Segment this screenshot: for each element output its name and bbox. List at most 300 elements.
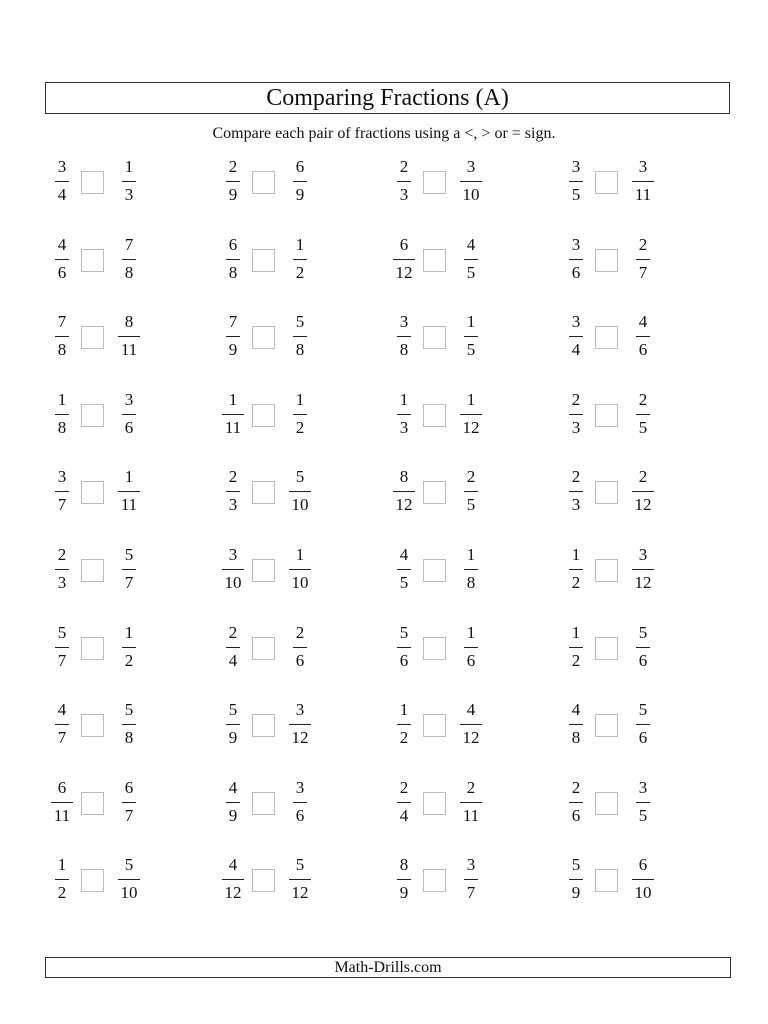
denominator: 6: [638, 728, 648, 748]
left-fraction: [42, 311, 82, 361]
fraction-bar: [293, 336, 307, 337]
denominator: 3: [399, 417, 409, 437]
numerator: 1: [399, 389, 409, 409]
fraction-bar: [55, 181, 69, 182]
fraction-bar: [51, 802, 73, 803]
answer-box[interactable]: [595, 714, 618, 737]
answer-box[interactable]: [423, 559, 446, 582]
numerator: 5: [638, 622, 648, 642]
answer-box[interactable]: [595, 326, 618, 349]
fraction-bar: [397, 802, 411, 803]
left-fraction: [42, 466, 82, 516]
numerator: 3: [57, 157, 67, 176]
fraction-bar: [636, 647, 650, 648]
footer-credit: Math-Drills.com: [45, 957, 731, 978]
comparison-problem: [213, 544, 363, 600]
numerator: 1: [295, 545, 305, 564]
fraction-bar: [55, 414, 69, 415]
comparison-problem: [42, 156, 192, 212]
worksheet-title: Comparing Fractions (A): [45, 82, 730, 114]
answer-box[interactable]: [81, 326, 104, 349]
fraction-bar: [122, 414, 136, 415]
denominator: 8: [399, 340, 409, 360]
numerator: 2: [466, 467, 476, 487]
left-fraction: [42, 389, 82, 439]
comparison-problem: [556, 777, 706, 833]
comparison-problem: [42, 544, 192, 600]
left-fraction: [556, 699, 596, 749]
fraction-bar: [55, 724, 69, 725]
right-fraction: [623, 777, 663, 827]
left-fraction: [213, 622, 253, 672]
answer-box[interactable]: [81, 637, 104, 660]
numerator: 3: [295, 777, 305, 797]
numerator: 4: [466, 234, 476, 254]
fraction-bar: [222, 414, 244, 415]
right-fraction: [280, 544, 320, 594]
fraction-bar: [636, 802, 650, 803]
answer-box[interactable]: [423, 171, 446, 194]
denominator: 2: [571, 573, 581, 592]
answer-box[interactable]: [423, 792, 446, 815]
numerator: 2: [228, 157, 238, 176]
right-fraction: [623, 699, 663, 749]
numerator: 5: [638, 700, 648, 720]
answer-box[interactable]: [423, 869, 446, 892]
denominator: 11: [462, 805, 480, 825]
answer-box[interactable]: [595, 249, 618, 272]
fraction-bar: [460, 802, 482, 803]
comparison-problem: [42, 854, 192, 910]
fraction-bar: [122, 181, 136, 182]
fraction-bar: [293, 181, 307, 182]
denominator: 3: [399, 185, 409, 204]
left-fraction: [384, 389, 424, 439]
fraction-bar: [226, 336, 240, 337]
numerator: 3: [466, 157, 476, 176]
fraction-bar: [55, 491, 69, 492]
denominator: 8: [571, 728, 581, 748]
comparison-problem: [213, 389, 363, 445]
fraction-bar: [226, 802, 240, 803]
fraction-bar: [464, 569, 478, 570]
left-fraction: [42, 699, 82, 749]
answer-box[interactable]: [423, 404, 446, 427]
numerator: 5: [295, 855, 305, 875]
numerator: 7: [228, 312, 238, 332]
fraction-bar: [569, 802, 583, 803]
denominator: 5: [466, 262, 476, 282]
fraction-bar: [293, 414, 307, 415]
left-fraction: [556, 854, 596, 904]
denominator: 2: [571, 650, 581, 670]
numerator: 3: [228, 545, 238, 564]
right-fraction: [623, 854, 663, 904]
comparison-problem: [42, 389, 192, 445]
fraction-bar: [569, 569, 583, 570]
numerator: 6: [124, 777, 134, 797]
left-fraction: [213, 156, 253, 206]
left-fraction: [213, 234, 253, 284]
left-fraction: [213, 311, 253, 361]
denominator: 5: [638, 417, 648, 437]
left-fraction: [42, 854, 82, 904]
denominator: 12: [291, 883, 309, 903]
answer-box[interactable]: [423, 249, 446, 272]
right-fraction: [109, 622, 149, 672]
comparison-problem: [42, 311, 192, 367]
numerator: 6: [638, 855, 648, 875]
denominator: 3: [57, 573, 67, 592]
comparison-problem: [42, 777, 192, 833]
left-fraction: [556, 311, 596, 361]
fraction-bar: [55, 879, 69, 880]
left-fraction: [384, 777, 424, 827]
comparison-problem: [556, 156, 706, 212]
denominator: 9: [228, 185, 238, 204]
denominator: 5: [466, 495, 476, 515]
denominator: 3: [228, 495, 238, 515]
fraction-bar: [118, 491, 140, 492]
answer-box[interactable]: [423, 481, 446, 504]
fraction-bar: [397, 647, 411, 648]
comparison-problem: [42, 699, 192, 755]
denominator: 3: [124, 185, 134, 204]
denominator: 8: [295, 340, 305, 360]
answer-box[interactable]: [595, 869, 618, 892]
comparison-problem: [556, 854, 706, 910]
numerator: 4: [466, 700, 476, 720]
numerator: 3: [638, 157, 648, 176]
denominator: 11: [53, 805, 71, 825]
comparison-problem: [556, 311, 706, 367]
right-fraction: [280, 622, 320, 672]
denominator: 8: [124, 728, 134, 748]
numerator: 2: [57, 545, 67, 564]
left-fraction: [213, 777, 253, 827]
numerator: 3: [295, 700, 305, 720]
denominator: 9: [228, 340, 238, 360]
denominator: 6: [466, 650, 476, 670]
right-fraction: [109, 389, 149, 439]
right-fraction: [280, 466, 320, 516]
right-fraction: [280, 854, 320, 904]
denominator: 4: [57, 185, 67, 204]
fraction-bar: [226, 259, 240, 260]
numerator: 3: [57, 467, 67, 487]
numerator: 3: [571, 234, 581, 254]
numerator: 2: [399, 157, 409, 176]
denominator: 7: [124, 805, 134, 825]
numerator: 3: [638, 545, 648, 564]
right-fraction: [451, 699, 491, 749]
fraction-bar: [397, 181, 411, 182]
comparison-problem: [556, 622, 706, 678]
right-fraction: [451, 777, 491, 827]
fraction-bar: [569, 414, 583, 415]
comparison-problem: [213, 466, 363, 522]
instructions-text: Compare each pair of fractions using a <, > or = sign.: [212, 125, 556, 142]
fraction-bar: [460, 181, 482, 182]
denominator: 6: [638, 650, 648, 670]
numerator: 4: [57, 700, 67, 720]
left-fraction: [42, 544, 82, 594]
denominator: 8: [466, 573, 476, 592]
fraction-bar: [397, 569, 411, 570]
denominator: 2: [295, 262, 305, 282]
left-fraction: [556, 156, 596, 206]
right-fraction: [280, 389, 320, 439]
fraction-bar: [636, 414, 650, 415]
numerator: 4: [57, 234, 67, 254]
right-fraction: [109, 544, 149, 594]
fraction-bar: [226, 724, 240, 725]
answer-box[interactable]: [81, 249, 104, 272]
fraction-bar: [636, 336, 650, 337]
comparison-problem: [384, 389, 534, 445]
fraction-bar: [289, 724, 311, 725]
denominator: 10: [120, 883, 138, 903]
denominator: 11: [224, 417, 242, 437]
left-fraction: [384, 622, 424, 672]
left-fraction: [213, 466, 253, 516]
fraction-bar: [122, 724, 136, 725]
right-fraction: [451, 854, 491, 904]
answer-box[interactable]: [81, 171, 104, 194]
fraction-bar: [464, 491, 478, 492]
answer-box[interactable]: [252, 404, 275, 427]
denominator: 7: [57, 495, 67, 515]
denominator: 8: [124, 262, 134, 282]
answer-box[interactable]: [423, 637, 446, 660]
denominator: 7: [638, 262, 648, 282]
denominator: 5: [466, 340, 476, 360]
denominator: 12: [462, 417, 480, 437]
right-fraction: [623, 466, 663, 516]
answer-box[interactable]: [81, 481, 104, 504]
fraction-bar: [118, 336, 140, 337]
fraction-bar: [632, 181, 654, 182]
numerator: 1: [571, 622, 581, 642]
numerator: 6: [57, 777, 67, 797]
right-fraction: [280, 699, 320, 749]
denominator: 9: [399, 883, 409, 903]
answer-box[interactable]: [252, 249, 275, 272]
left-fraction: [556, 389, 596, 439]
numerator: 2: [638, 389, 648, 409]
numerator: 2: [295, 622, 305, 642]
right-fraction: [623, 156, 663, 206]
numerator: 4: [638, 312, 648, 332]
fraction-bar: [222, 879, 244, 880]
comparison-problem: [213, 156, 363, 212]
denominator: 7: [124, 573, 134, 592]
fraction-bar: [226, 491, 240, 492]
fraction-bar: [464, 259, 478, 260]
fraction-bar: [55, 647, 69, 648]
numerator: 5: [124, 545, 134, 564]
answer-box[interactable]: [595, 792, 618, 815]
denominator: 10: [224, 573, 242, 592]
comparison-problem: [384, 311, 534, 367]
numerator: 6: [295, 157, 305, 176]
denominator: 6: [57, 262, 67, 282]
fraction-bar: [569, 724, 583, 725]
fraction-bar: [289, 879, 311, 880]
numerator: 4: [228, 777, 238, 797]
numerator: 3: [124, 389, 134, 409]
denominator: 4: [399, 805, 409, 825]
numerator: 8: [399, 855, 409, 875]
right-fraction: [451, 311, 491, 361]
left-fraction: [384, 466, 424, 516]
denominator: 6: [124, 417, 134, 437]
left-fraction: [42, 156, 82, 206]
fraction-bar: [397, 336, 411, 337]
right-fraction: [623, 234, 663, 284]
left-fraction: [213, 699, 253, 749]
comparison-problem: [384, 234, 534, 290]
denominator: 6: [571, 805, 581, 825]
numerator: 6: [399, 234, 409, 254]
fraction-bar: [632, 879, 654, 880]
comparison-problem: [384, 699, 534, 755]
numerator: 5: [228, 700, 238, 720]
right-fraction: [109, 311, 149, 361]
answer-box[interactable]: [252, 481, 275, 504]
answer-box[interactable]: [252, 171, 275, 194]
numerator: 1: [466, 622, 476, 642]
answer-box[interactable]: [595, 637, 618, 660]
answer-box[interactable]: [252, 559, 275, 582]
answer-box[interactable]: [595, 404, 618, 427]
fraction-bar: [122, 647, 136, 648]
left-fraction: [213, 854, 253, 904]
denominator: 12: [634, 495, 652, 515]
fraction-bar: [464, 879, 478, 880]
comparison-problem: [42, 234, 192, 290]
denominator: 12: [462, 728, 480, 748]
denominator: 6: [571, 262, 581, 282]
right-fraction: [280, 777, 320, 827]
comparison-problem: [213, 854, 363, 910]
answer-box[interactable]: [595, 559, 618, 582]
fraction-bar: [289, 569, 311, 570]
numerator: 5: [57, 622, 67, 642]
denominator: 12: [291, 728, 309, 748]
comparison-problem: [213, 311, 363, 367]
answer-box[interactable]: [81, 714, 104, 737]
fraction-bar: [55, 569, 69, 570]
answer-box[interactable]: [423, 714, 446, 737]
numerator: 6: [228, 234, 238, 254]
fraction-bar: [293, 259, 307, 260]
numerator: 3: [571, 157, 581, 176]
denominator: 12: [395, 495, 413, 515]
answer-box[interactable]: [81, 869, 104, 892]
denominator: 7: [466, 883, 476, 903]
numerator: 2: [571, 777, 581, 797]
denominator: 10: [634, 883, 652, 903]
denominator: 7: [57, 650, 67, 670]
numerator: 2: [571, 389, 581, 409]
fraction-bar: [393, 491, 415, 492]
fraction-bar: [464, 336, 478, 337]
numerator: 8: [399, 467, 409, 487]
numerator: 1: [57, 389, 67, 409]
numerator: 1: [466, 545, 476, 564]
denominator: 2: [295, 417, 305, 437]
denominator: 3: [571, 417, 581, 437]
denominator: 10: [291, 573, 309, 592]
fraction-bar: [222, 569, 244, 570]
answer-box[interactable]: [81, 404, 104, 427]
left-fraction: [42, 777, 82, 827]
left-fraction: [384, 156, 424, 206]
right-fraction: [623, 311, 663, 361]
left-fraction: [42, 622, 82, 672]
numerator: 3: [638, 777, 648, 797]
numerator: 5: [399, 622, 409, 642]
numerator: 1: [466, 312, 476, 332]
denominator: 9: [228, 728, 238, 748]
answer-box[interactable]: [423, 326, 446, 349]
fraction-bar: [460, 414, 482, 415]
fraction-bar: [293, 802, 307, 803]
fraction-bar: [289, 491, 311, 492]
denominator: 9: [228, 805, 238, 825]
fraction-bar: [122, 259, 136, 260]
numerator: 2: [399, 777, 409, 797]
answer-box[interactable]: [252, 792, 275, 815]
right-fraction: [109, 699, 149, 749]
answer-box[interactable]: [81, 559, 104, 582]
answer-box[interactable]: [81, 792, 104, 815]
answer-box[interactable]: [252, 326, 275, 349]
numerator: 4: [571, 700, 581, 720]
numerator: 1: [124, 622, 134, 642]
right-fraction: [109, 234, 149, 284]
numerator: 5: [124, 700, 134, 720]
numerator: 8: [124, 312, 134, 332]
left-fraction: [556, 466, 596, 516]
fraction-bar: [122, 802, 136, 803]
fraction-bar: [226, 647, 240, 648]
fraction-bar: [460, 724, 482, 725]
comparison-problem: [384, 544, 534, 600]
comparison-problem: [213, 234, 363, 290]
answer-box[interactable]: [252, 869, 275, 892]
fraction-bar: [397, 879, 411, 880]
numerator: 7: [124, 234, 134, 254]
denominator: 11: [634, 185, 652, 204]
fraction-bar: [226, 181, 240, 182]
fraction-bar: [293, 647, 307, 648]
answer-box[interactable]: [595, 481, 618, 504]
denominator: 6: [295, 805, 305, 825]
denominator: 5: [399, 573, 409, 592]
comparison-problem: [384, 622, 534, 678]
answer-box[interactable]: [252, 637, 275, 660]
answer-box[interactable]: [252, 714, 275, 737]
right-fraction: [280, 234, 320, 284]
comparison-problem: [42, 466, 192, 522]
numerator: 5: [571, 855, 581, 875]
numerator: 3: [466, 855, 476, 875]
answer-box[interactable]: [595, 171, 618, 194]
left-fraction: [384, 854, 424, 904]
denominator: 4: [571, 340, 581, 360]
